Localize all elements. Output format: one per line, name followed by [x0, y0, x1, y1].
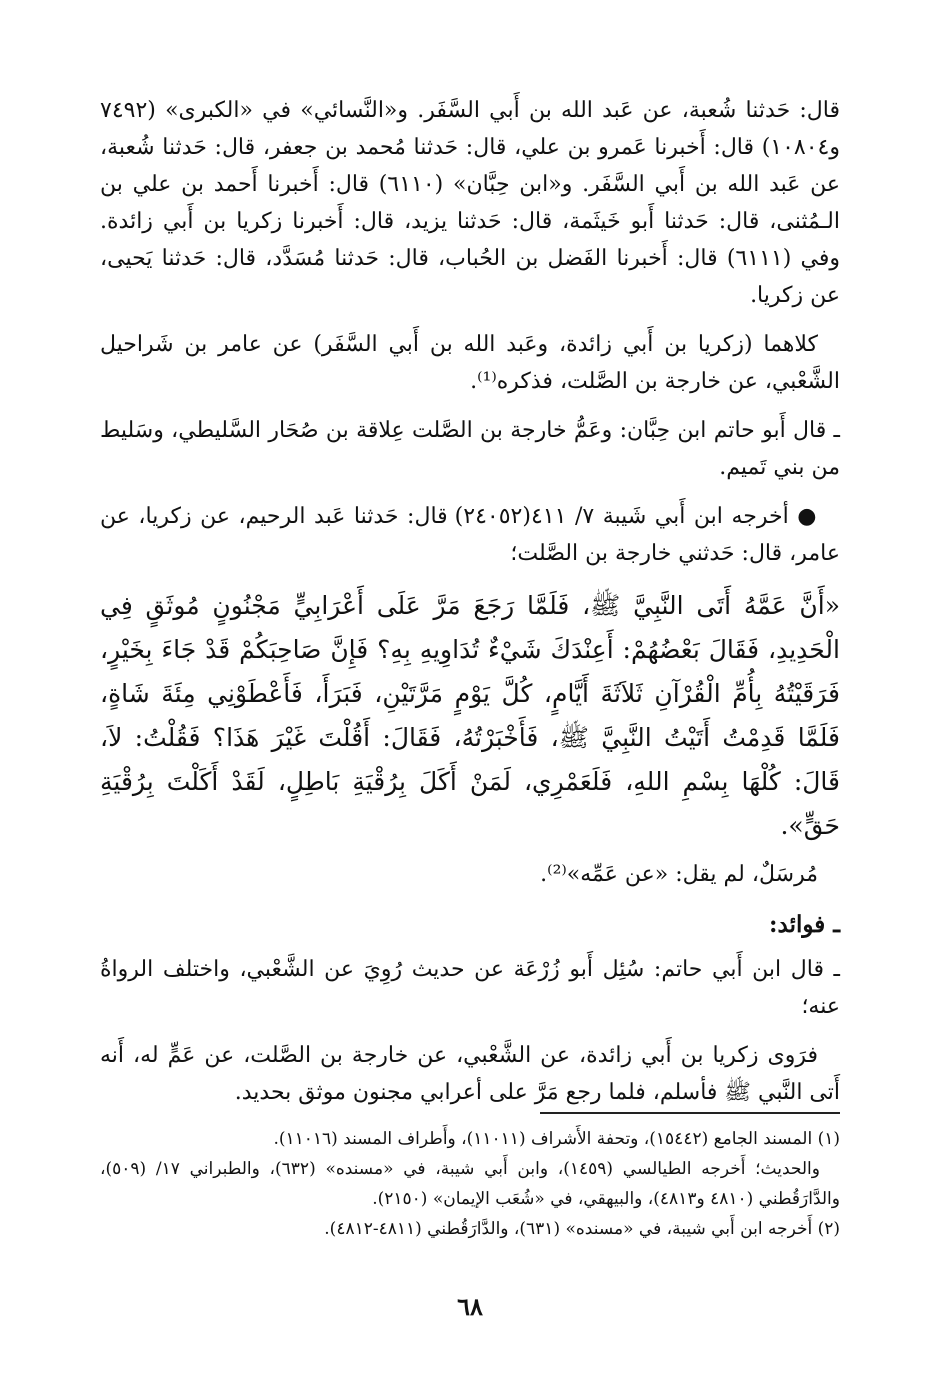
paragraph-both-narrators: كلاهما (زكريا بن أَبي زائدة، وعَبد الله بن أَبي السَّفَر) عن عامر بن شَراحيل الشَّعْبي، عن خارجة بن الصَّلت، فذكره⁽¹⁾. — [100, 332, 840, 394]
paragraph-zakariya-narration: فرَوى زكريا بن أَبي زائدة، عن الشَّعْبي، عن خارجة بن الصَّلت، عن عَمٍّ له، أَنه أَتى النَّبي ﷺ فأسلم، فلما رجع مَرَّ على أعرابي مجنون موثق بحديد. — [100, 1043, 840, 1105]
page-body — [100, 92, 840, 1123]
footnotes — [100, 1112, 840, 1244]
paragraph-mursal: مُرسَلٌ، لم يقل: «عن عَمِّه»⁽²⁾. — [540, 862, 818, 887]
footnote-2: (٢) أَخرجه ابن أَبي شيبة، في «مسنده» (٦٣١)، والدَّارَقُطني (٤٨١١-٤٨١٢). — [324, 1219, 840, 1239]
page-number: ٦٨ — [457, 1292, 483, 1321]
footnote-1: (١) المسند الجامع (١٥٤٤٢)، وتحفة الأَشراف (١١٠١١)، وأَطراف المسند (١١٠١٦). — [273, 1129, 840, 1149]
paragraph-ibn-hibban-note: ـ قال أَبو حاتم ابن حِبَّان: وعَمُّ خارجة بن الصَّلت عِلاقة بن صُحَار السَّليطي، وسَليط من بني تَميم. — [100, 418, 840, 480]
footnote-divider — [540, 1112, 840, 1114]
paragraph-ibn-abi-shaybah: ● أخرجه ابن أَبي شَيبة ٧/ ٤١١(٢٤٠٥٢) قال: حَدثنا عَبد الرحيم، عن زكريا، عن عامر، قال: حَدثني خارجة بن الصَّلت؛ — [100, 504, 840, 566]
paragraph-chain-of-narrators: قال: حَدثنا شُعبة، عن عَبد الله بن أَبي السَّفَر. و«النَّسائي» في «الكبرى» (٧٤٩٢ و١٠٨٠٤) قال: أَخبرنا عَمرو بن علي، قال: حَدثنا مُحمد بن جعفر، قال: حَدثنا شُعبة، عن عَبد الله بن أَبي السَّفَر. و«ابن حِبَّان» (٦١١٠) قال: أَخبرنا أَحمد بن علي بن الـمُثنى، قال: حَدثنا أَبو خَيثَمة، قال: حَدثنا يزيد، قال: أَخبرنا زكريا بن أَبي زائدة. وفي (٦١١١) قال: أَخبرنا الفَضل بن الحُباب، قال: حَدثنا مُسَدَّد، قال: حَدثنا يَحيى، عن زكريا. — [100, 98, 840, 308]
hadith-text: «أَنَّ عَمَّهُ أَتَى النَّبِيَّ ﷺ، فَلَمَّا رَجَعَ مَرَّ عَلَى أَعْرَابِيٍّ مَجْنُونٍ مُوثَقٍ فِي الْحَدِيدِ، فَقَالَ بَعْضُهُمْ: أَعِنْدَكَ شَيْءٌ تُدَاوِيهِ بِهِ؟ فَإِنَّ صَاحِبَكُمْ قَدْ جَاءَ بِخَيْرٍ، فَرَقَيْتُهُ بِأُمِّ الْقُرْآنِ ثَلاَثَةَ أَيَّامٍ، كُلَّ يَوْمٍ مَرَّتَيْنِ، فَبَرَأَ، فَأَعْطَوْنِي مِئَةَ شَاةٍ، فَلَمَّا قَدِمْتُ أَتَيْتُ النَّبِيَّ ﷺ، فَأَخْبَرْتُهُ، فَقَالَ: أَقُلْتَ غَيْرَ هَذَا؟ فَقُلْتُ: لاَ، قَالَ: كُلْهَا بِسْمِ اللهِ، فَلَعَمْرِي، لَمَنْ أَكَلَ بِرُقْيَةِ بَاطِلٍ، لَقَدْ أَكَلْتَ بِرُقْيَةِ حَقٍّ». — [100, 591, 840, 840]
section-heading-benefits: ـ فوائد: — [769, 911, 840, 938]
paragraph-ibn-abi-hatim: ـ قال ابن أَبي حاتم: سُئِل أَبو زُرْعَة عن حديث رُوِيَ عن الشَّعْبي، واختلف الرواةُ عنه؛ — [100, 957, 840, 1019]
footnote-1-continued: والحديث؛ أَخرجه الطيالسي (١٤٥٩)، وابن أَبي شيبة، في «مسنده» (٦٣٢)، والطبراني ١٧/ (٥٠٩)، والدَّارَقُطني (٤٨١٠ و٤٨١٣)، والبيهقي، في «شُعَب الإيمان» (٢١٥٠). — [100, 1159, 840, 1209]
